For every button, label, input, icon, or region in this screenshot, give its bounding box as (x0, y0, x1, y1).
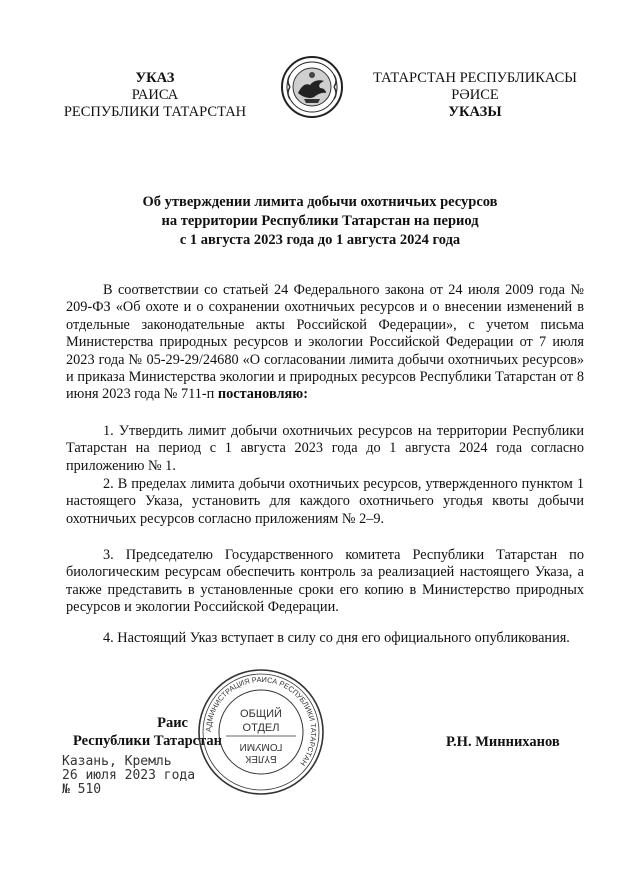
header-right (355, 70, 595, 121)
tatarstan-coat-of-arms-icon (280, 55, 344, 119)
intro-end: : (303, 386, 308, 403)
title-line3: с 1 августа 2023 года до 1 августа 2024 года (179, 232, 461, 248)
document-title (60, 193, 580, 250)
footer-number: № 510 (62, 782, 102, 797)
header-left (55, 70, 255, 121)
header-right-line1: ТАТАРСТАН РЕСПУБЛИКАСЫ (373, 70, 577, 86)
document-footer (62, 755, 195, 797)
header-left-line1: УКАЗ (135, 70, 175, 86)
item-4-paragraph: 4. Настоящий Указ вступает в силу со дня его официального опубликования. (103, 630, 570, 646)
stamp-line3-inverted: ГОМУМИ (239, 741, 283, 752)
stamp-ring-textpath: АДМИНИСТРАЦИЯ РАИСА РЕСПУБЛИКИ ТАТАРСТАН (203, 674, 319, 768)
item-2-paragraph: 2. В пределах лимита добычи охотничьих ресурсов, утвержденного пунктом 1 настоящего Указа, установить для каждого охотничьего угодья квоты добычи охотничьих ресурсов согласно приложениям № 2–9. (66, 476, 584, 527)
intro-paragraph (66, 282, 584, 404)
header-right-line3: УКАЗЫ (448, 104, 502, 120)
title-line1: Об утверждении лимита добычи охотничьих ресурсов (142, 194, 498, 210)
stamp-line2: ОТДЕЛ (242, 722, 280, 734)
intro-bold-word: постановляю (217, 386, 304, 403)
item-3-paragraph: 3. Председателю Государственного комитета Республики Татарстан по биологическим ресурсам обеспечить контроль за реализацией настоящего Указа, а также представить в установленные сроки его копию в Министерство природных ресурсов и экологии Российской Федерации. (66, 547, 584, 616)
item-1-paragraph: 1. Утвердить лимит добычи охотничьих ресурсов на территории Республики Татарстан на период с 1 августа 2023 года до 1 августа 2024 года согласно приложению № 1. (66, 423, 584, 474)
header-left-line2: РАИСА (131, 87, 179, 103)
signature-title-line2: Республики Татарстан (73, 733, 222, 749)
signature-title-line1: Раис (157, 715, 188, 731)
office-stamp (196, 667, 326, 797)
intro-text: В соответствии со статьей 24 Федерального закона от 24 июля 2009 года № 209-ФЗ «Об охоте и о сохранении охотничьих ресурсов и о внесении изменений в отдельные законодательные акты Российской Федерации», с учетом письма Министерства природных ресурсов и экологии Российской Федерации от 7 июля 2023 года № 05-29-29/24680 «О согласовании лимита добычи охотничьих ресурсов» и приказа Министерства экологии и природных ресурсов Республики Татарстан от 8 июня 2023 года № 711-п (66, 282, 584, 403)
footer-date: 26 июля 2023 года (62, 768, 196, 783)
stamp-line4-inverted: БҮЛЕК (245, 753, 277, 764)
title-line2: на территории Республики Татарстан на период (161, 213, 479, 229)
header-right-line2: РӘИСЕ (451, 87, 499, 103)
header-left-line3: РЕСПУБЛИКИ ТАТАРСТАН (63, 104, 247, 120)
footer-place: Казань, Кремль (62, 754, 172, 769)
stamp-line1: ОБЩИЙ (240, 708, 282, 720)
signatory-name: Р.Н. Минниханов (446, 734, 560, 750)
